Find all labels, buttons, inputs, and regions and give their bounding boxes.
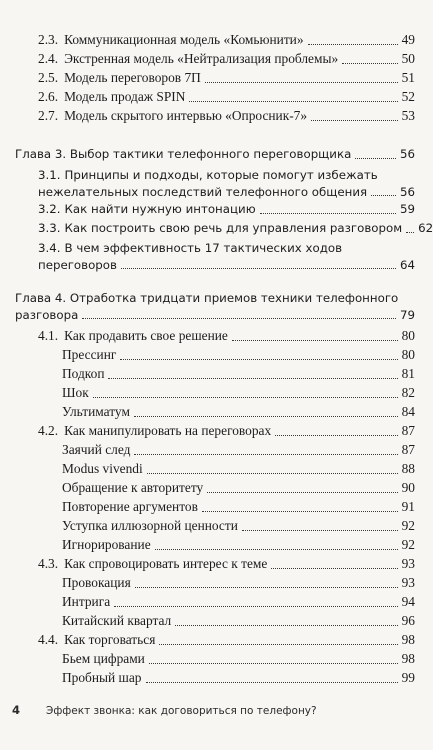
toc-subentry-page: 94 [401, 594, 415, 609]
dot-leader [260, 213, 396, 214]
dot-leader [120, 359, 397, 360]
toc-subentry-page: 82 [401, 385, 415, 400]
dot-leader [159, 644, 397, 645]
toc-entry[interactable] [38, 632, 415, 649]
toc-subentry[interactable] [62, 385, 415, 402]
toc-subentry-title: Бьем цифрами [62, 651, 145, 666]
toc-subentry-title: Заячий след [62, 442, 131, 457]
toc-subentry-title: Ультиматум [62, 404, 130, 419]
toc-subentry-page: 84 [401, 404, 415, 419]
toc-entry[interactable] [38, 108, 415, 125]
toc-entry[interactable] [38, 167, 415, 200]
toc-subentry-title: Игнорирование [62, 537, 151, 552]
toc-subentry-title: Modus vivendi [62, 461, 143, 476]
toc-subentry-title: Подкоп [62, 366, 105, 381]
toc-subentry[interactable] [62, 651, 415, 668]
toc-subentry-title: Шок [62, 385, 89, 400]
toc-entry-title: Модель скрытого интервью «Опросник-7» [64, 108, 308, 123]
toc-entry-page: 56 [399, 184, 415, 199]
running-title: Эффект звонка: как договориться по телефону? [46, 705, 317, 717]
dot-leader [311, 120, 398, 121]
dot-leader [355, 158, 396, 159]
toc-entry-title: Модель переговоров 7П [64, 70, 201, 85]
toc-entry-number: 2.7. [38, 108, 59, 123]
toc-subentry-page: 88 [401, 461, 415, 476]
toc-entry-number: 4.1. [38, 328, 59, 343]
toc-entry-title: Как найти нужную интонацию [64, 202, 256, 216]
toc-subentry-page: 90 [401, 480, 415, 495]
toc-subentry[interactable] [62, 613, 415, 630]
toc-entry-title: Как построить свою речь для управления разговором [64, 221, 403, 235]
toc-entry-title: Принципы и подходы, которые помогут избежать [64, 168, 378, 182]
dot-leader [108, 378, 397, 379]
toc-entry[interactable] [38, 70, 415, 87]
toc-entry[interactable] [38, 201, 415, 218]
toc-entry-title-continued: нежелательных последствий телефонного общения [38, 184, 368, 199]
dot-leader [242, 530, 398, 531]
toc-entry-page: 62 [418, 221, 433, 235]
toc-entry[interactable] [38, 240, 415, 273]
toc-entry-title-continued: переговоров [38, 257, 117, 272]
toc-subentry[interactable] [62, 366, 415, 383]
toc-subentry-page: 81 [401, 366, 415, 381]
dot-leader [189, 101, 397, 102]
dot-leader [93, 397, 398, 398]
toc-subentry-title: Уступка иллюзорной ценности [62, 518, 238, 533]
toc-subentry[interactable] [62, 347, 415, 364]
toc-entry-number: 2.3. [38, 32, 59, 47]
dot-leader [371, 195, 396, 196]
toc-entry-number: 3.4. [38, 241, 61, 255]
toc-subentry[interactable] [62, 404, 415, 421]
toc-subentry-title: Интрига [62, 594, 111, 609]
dot-leader [207, 492, 397, 493]
toc-subentry-page: 91 [401, 499, 415, 514]
toc-entry[interactable] [38, 89, 415, 106]
toc-subentry-title: Повторение аргументов [62, 499, 198, 514]
toc-chapter-title-continued: разговора [15, 307, 79, 322]
toc-subentry-title: Провокация [62, 575, 131, 590]
toc-entry-number: 4.3. [38, 556, 59, 571]
toc-entry-title: Как торговаться [64, 632, 156, 647]
toc-subentry-title: Китайский квартал [62, 613, 172, 628]
toc-chapter-page: 56 [399, 147, 415, 161]
page-footer [12, 703, 317, 717]
dot-leader [134, 416, 398, 417]
toc-entry-page: 87 [401, 423, 415, 438]
dot-leader [121, 268, 396, 269]
toc-entry-number: 2.5. [38, 70, 59, 85]
toc-subentry-page: 96 [401, 613, 415, 628]
dot-leader [135, 587, 398, 588]
toc-chapter[interactable] [15, 290, 415, 323]
toc-entry-title: Модель продаж SPIN [64, 89, 186, 104]
dot-leader [146, 682, 398, 683]
dot-leader [202, 511, 398, 512]
toc-entry-page: 53 [401, 108, 415, 123]
toc-entry-page: 80 [401, 328, 415, 343]
toc-subentry-page: 92 [401, 537, 415, 552]
dot-leader [149, 663, 398, 664]
page-number: 4 [12, 703, 21, 717]
toc-entry-number: 2.4. [38, 51, 59, 66]
toc-subentry-page: 93 [401, 575, 415, 590]
toc-entry-page: 98 [401, 632, 415, 647]
toc-entry-title: Экстренная модель «Нейтрализация проблемы» [64, 51, 339, 66]
toc-entry[interactable] [38, 423, 415, 440]
dot-leader [147, 473, 398, 474]
toc-entry[interactable] [38, 32, 415, 49]
toc-subentry[interactable] [62, 442, 415, 459]
toc-entry-title: Как манипулировать на переговорах [64, 423, 272, 438]
toc-subentry-page: 98 [401, 651, 415, 666]
toc-subentry-title: Обращение к авторитету [62, 480, 204, 495]
toc-entry-page: 51 [401, 70, 415, 85]
toc-subentry[interactable] [62, 461, 415, 478]
toc-subentry[interactable] [62, 575, 415, 592]
toc-entry-page: 59 [399, 202, 415, 216]
dot-leader [82, 318, 396, 319]
dot-leader [406, 232, 414, 233]
toc-chapter-page: 79 [399, 307, 415, 322]
toc-entry-number: 3.3. [38, 221, 61, 235]
toc-entry-page: 50 [401, 51, 415, 66]
toc-subentry[interactable] [62, 480, 415, 497]
toc-subentry[interactable] [62, 518, 415, 535]
dot-leader [205, 82, 398, 83]
toc-entry-page: 93 [401, 556, 415, 571]
toc-entry[interactable] [38, 220, 433, 237]
dot-leader [175, 625, 397, 626]
toc-entry-title: Коммуникационная модель «Комьюнити» [64, 32, 304, 47]
toc-subentry-page: 99 [401, 670, 415, 685]
toc-subentry-title: Пробный шар [62, 670, 142, 685]
toc-chapter[interactable] [15, 146, 415, 163]
toc-entry-number: 2.6. [38, 89, 59, 104]
toc-entry-title: Как спровоцировать интерес к теме [64, 556, 268, 571]
dot-leader [308, 44, 398, 45]
dot-leader [114, 606, 397, 607]
dot-leader [232, 340, 398, 341]
toc-subentry[interactable] [62, 594, 415, 611]
dot-leader [275, 435, 397, 436]
toc-chapter-title: Глава 3. Выбор тактики телефонного переговорщика [15, 147, 352, 161]
dot-leader [155, 549, 398, 550]
dot-leader [134, 454, 397, 455]
toc-entry-number: 3.1. [38, 168, 61, 182]
toc-entry-number: 4.2. [38, 423, 59, 438]
toc-subentry[interactable] [62, 499, 415, 516]
toc-entry[interactable] [38, 328, 415, 345]
toc-subentry-page: 80 [401, 347, 415, 362]
toc-entry-number: 4.4. [38, 632, 59, 647]
dot-leader [271, 568, 397, 569]
toc-entry[interactable] [38, 51, 415, 68]
toc-subentry-page: 87 [401, 442, 415, 457]
toc-entry[interactable] [38, 556, 415, 573]
toc-subentry-title: Прессинг [62, 347, 117, 362]
toc-chapter-title: Глава 4. Отработка тридцати приемов техники телефонного [15, 291, 399, 305]
toc-subentry-page: 92 [401, 518, 415, 533]
toc-entry-page: 64 [399, 257, 415, 272]
toc-entry-title: Как продавить свое решение [64, 328, 228, 343]
toc-subentry[interactable] [62, 670, 415, 687]
toc-subentry[interactable] [62, 537, 415, 554]
toc-entry-title: В чем эффективность 17 тактических ходов [64, 241, 343, 255]
toc-entry-page: 52 [401, 89, 415, 104]
toc-entry-page: 49 [401, 32, 415, 47]
dot-leader [342, 63, 397, 64]
toc-entry-number: 3.2. [38, 202, 61, 216]
